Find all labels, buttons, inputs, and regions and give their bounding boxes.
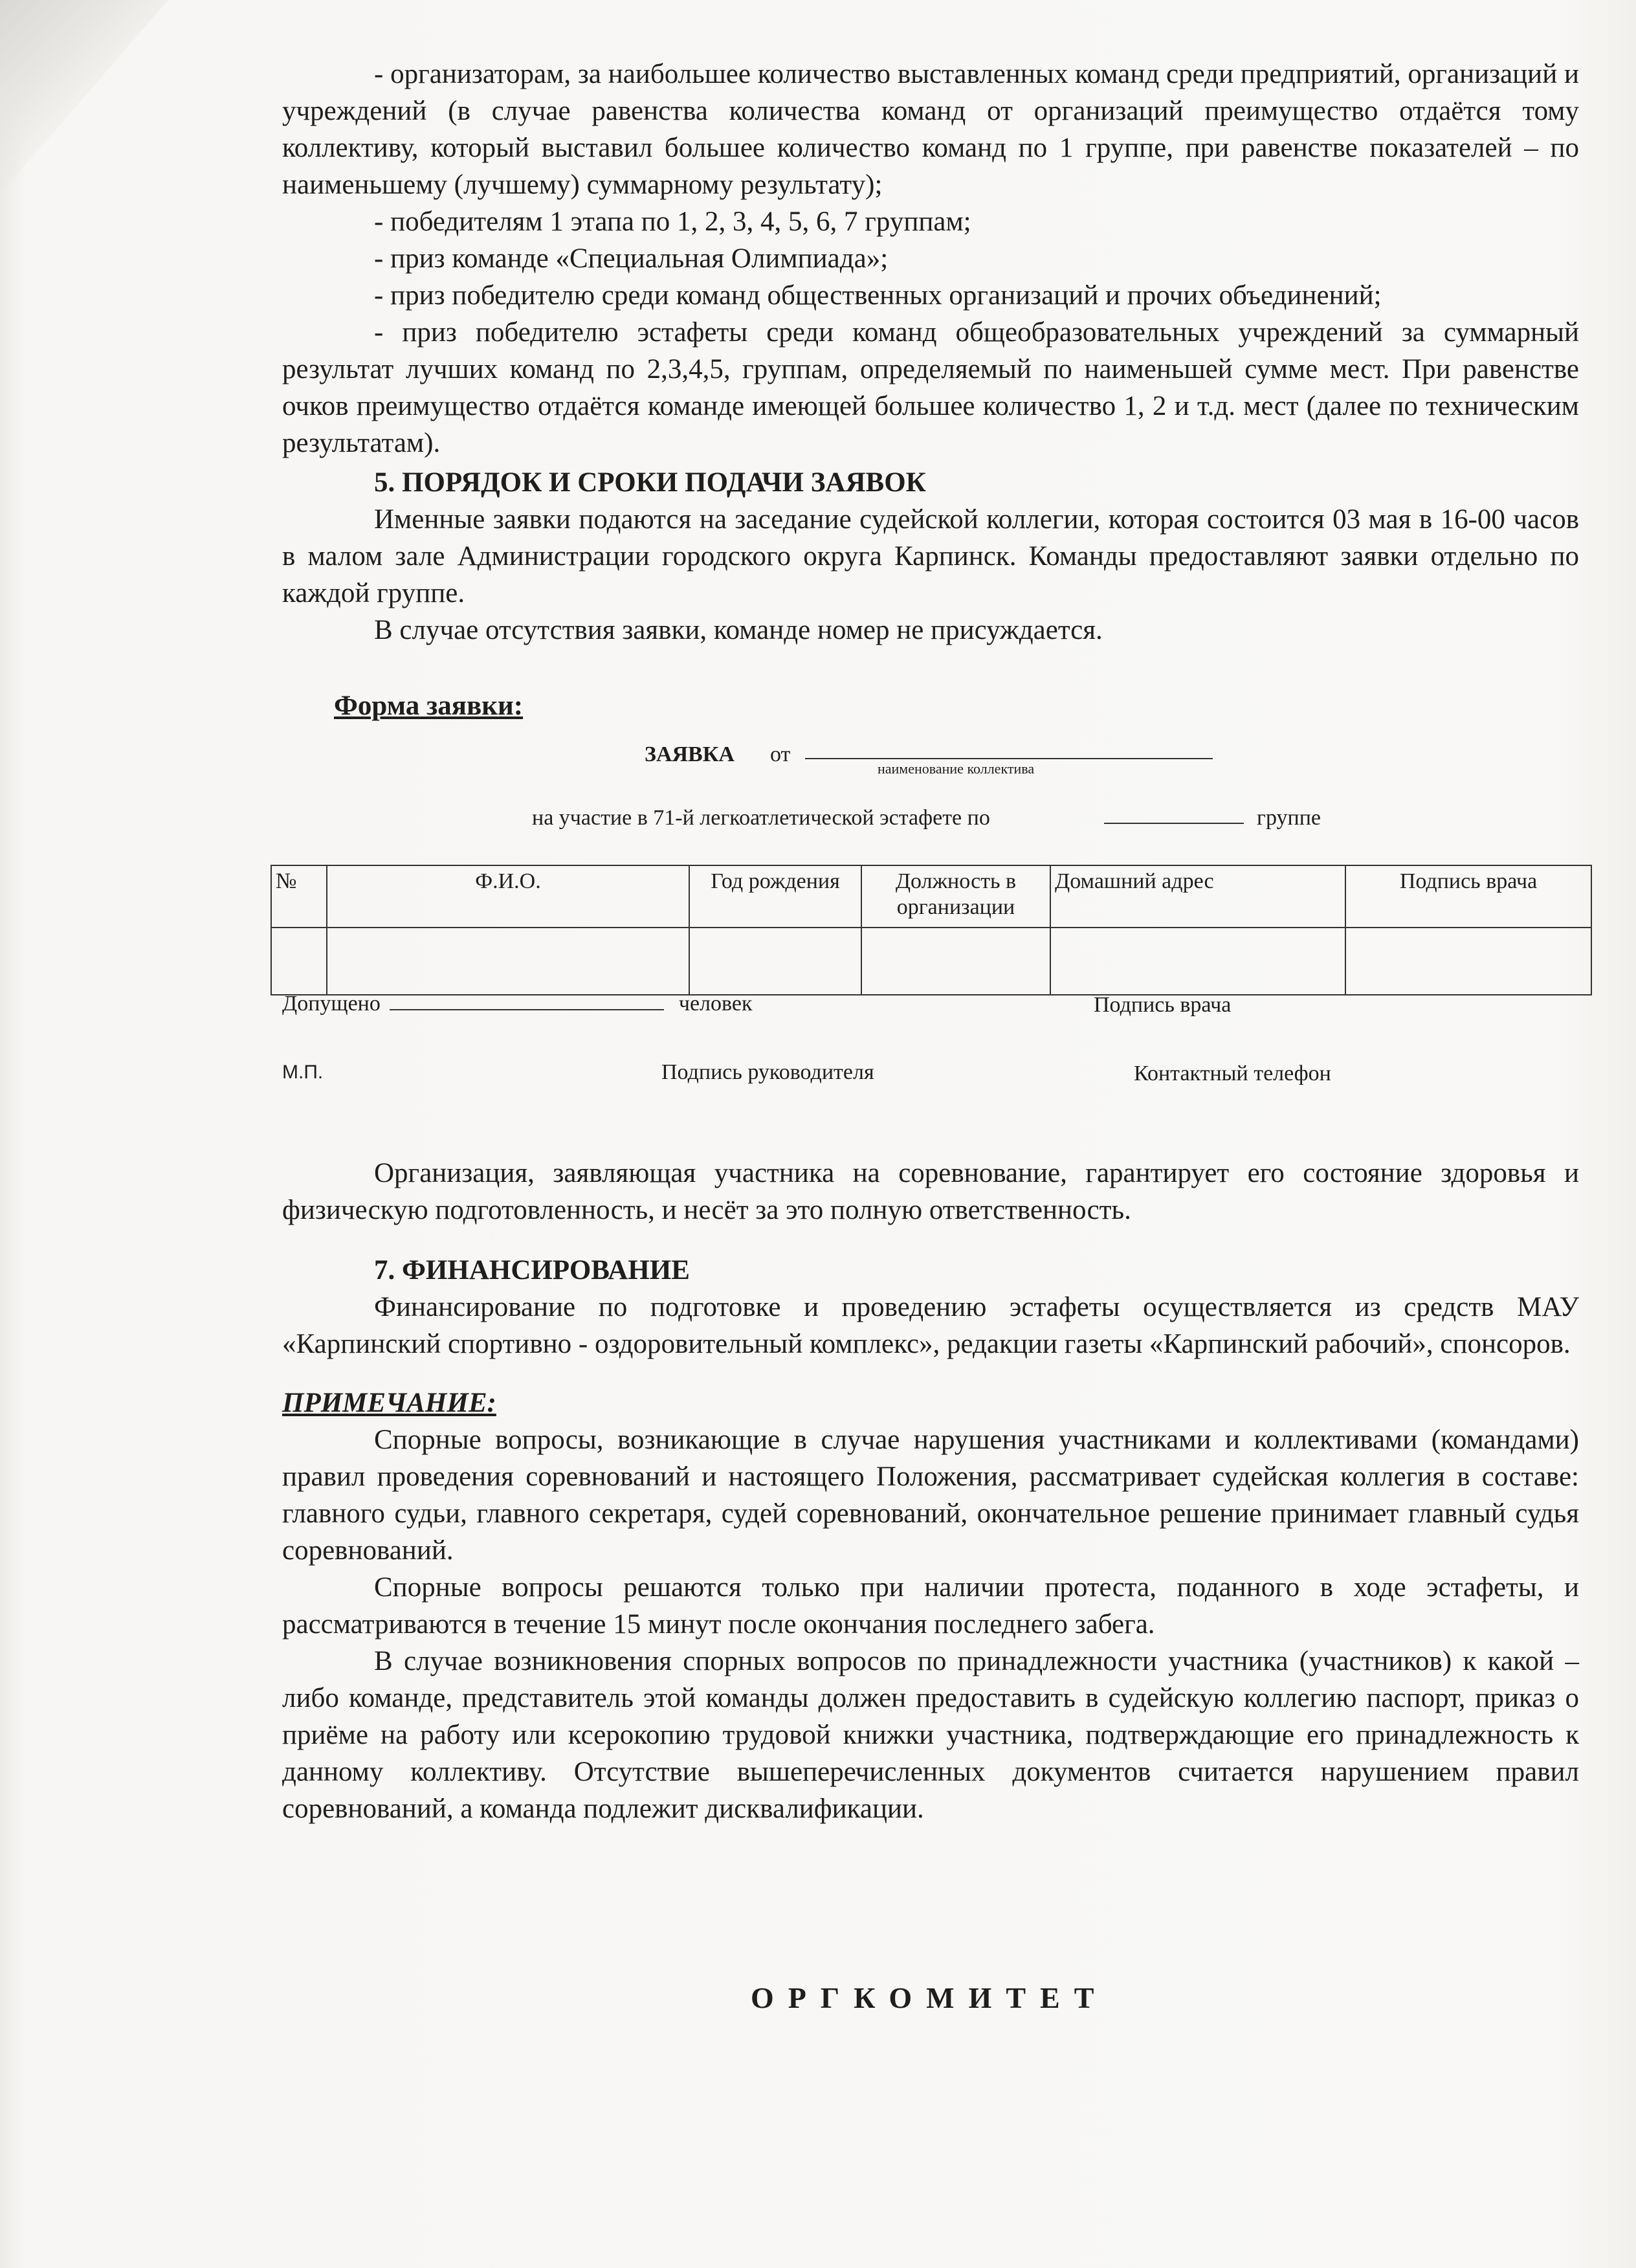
note-paragraph-2: Спорные вопросы решаются только при наличии протеста, поданного в ходе эстафеты, и рассматриваются в течение 15 минут после окончания последнего забега. xyxy=(282,1572,1579,1640)
stamp-label: М.П. xyxy=(282,1062,324,1083)
contact-phone-label: Контактный телефон xyxy=(1134,1062,1331,1085)
section7-heading: 7. ФИНАНСИРОВАНИЕ xyxy=(374,1255,690,1285)
section5-paragraph-1: Именные заявки подаются на заседание судейской коллегии, которая состоится 03 мая в 16-00 часов в малом зале Администрации городского округа Карпинск. Команды предоставляют заявки отдельно по каждой группе. xyxy=(282,504,1579,608)
col-birth-year: Год рождения xyxy=(689,865,861,928)
organizing-committee-signature: ОРГКОМИТЕТ xyxy=(751,1981,1109,2014)
document-body-bottom xyxy=(282,1155,1579,1827)
guarantee-paragraph: Организация, заявляющая участника на соревнование, гарантирует его состояние здоровья и физическую подготовленность, и несёт за это полную ответственность. xyxy=(282,1158,1579,1225)
table-cell xyxy=(1345,928,1591,995)
participation-text: на участие в 71-й легкоатлетической эстафете по xyxy=(532,806,990,830)
application-word: ЗАЯВКА xyxy=(645,742,735,766)
table-cell xyxy=(1050,928,1345,995)
section7-paragraph: Финансирование по подготовке и проведению эстафеты осуществляется из средств МАУ «Карпинский спортивно - оздоровительный комплекс», редакции газеты «Карпинский рабочий», спонсоров. xyxy=(282,1292,1579,1359)
section5-paragraph-2: В случае отсутствия заявки, команде номер не присуждается. xyxy=(374,615,1103,645)
document-body-top xyxy=(282,56,1579,834)
col-doctor-signature: Подпись врача xyxy=(1345,865,1591,928)
group-word: группе xyxy=(1257,806,1321,830)
award-special-olympics: - приз команде «Специальная Олимпиада»; xyxy=(374,243,889,274)
allowed-count-blank xyxy=(390,1009,664,1010)
col-home-address: Домашний адрес xyxy=(1050,865,1345,928)
award-stage-winners: - победителям 1 этапа по 1, 2, 3, 4, 5, 6, 7 группам; xyxy=(374,206,971,237)
col-number: № xyxy=(271,865,327,928)
application-title-line xyxy=(282,732,1579,777)
application-table xyxy=(271,865,1592,995)
people-label: человек xyxy=(678,992,753,1016)
col-full-name: Ф.И.О. xyxy=(327,865,689,928)
head-signature-label: Подпись руководителя xyxy=(661,1060,874,1084)
table-header-row xyxy=(271,865,1591,928)
award-organizers: - организаторам, за наибольшее количество выставленных команд среди предприятий, организаций и учреждений (в случае равенства количества команд от организаций преимущество отдаётся тому коллективу, который выставил большее количество команд по 1 группе, при равенстве показателей – по наименьшему (лучшему) суммарному результату); xyxy=(282,59,1579,200)
form-title: Форма заявки: xyxy=(334,691,524,721)
group-blank xyxy=(1104,823,1244,824)
award-schools-relay: - приз победителю эстафеты среди команд общеобразовательных учреждений за суммарный результат лучших команд по 2,3,4,5, группам, определяемый по наименьшей сумме мест. При равенстве очков преимущество отдаётся команде имеющей большее количество 1, 2 и т.д. мест (далее по техническим результатам). xyxy=(282,317,1579,458)
table-cell xyxy=(689,928,861,995)
allowed-label: Допущено xyxy=(282,992,381,1016)
table-row xyxy=(271,928,1591,995)
table-cell xyxy=(327,928,689,995)
doctor-signature-label: Подпись врача xyxy=(1094,993,1232,1017)
team-name-caption: наименование коллектива xyxy=(878,761,1035,777)
col-position: Должность в организации xyxy=(861,865,1050,928)
table-cell xyxy=(271,928,327,995)
note-paragraph-3: В случае возникновения спорных вопросов по принадлежности участника (участников) к какой – либо команде, представитель этой команды должен предоставить в судейскую коллегию паспорт, приказ о приёме на работу или ксерокопию трудовой книжки участника, подтверждающие его принадлежность к данному коллективу. Отсутствие вышеперечисленных документов считается нарушением правил соревнований, а команда подлежит дисквалификации. xyxy=(282,1646,1579,1824)
allowed-line xyxy=(282,992,752,1016)
award-public-organizations: - приз победителю среди команд общественных организаций и прочих объединений; xyxy=(374,280,1382,311)
participation-line xyxy=(282,789,1579,834)
note-title: ПРИМЕЧАНИЕ: xyxy=(282,1388,496,1418)
team-name-blank xyxy=(805,758,1213,759)
table-cell xyxy=(861,928,1050,995)
section5-heading: 5. ПОРЯДОК И СРОКИ ПОДАЧИ ЗАЯВОК xyxy=(374,467,926,498)
from-word: от xyxy=(770,742,791,766)
folded-corner xyxy=(0,0,168,194)
note-paragraph-1: Спорные вопросы, возникающие в случае нарушения участниками и коллективами (командами) правил проведения соревнований и настоящего Положения, рассматривает судейская коллегия в составе: главного судьи, главного секретаря, судей соревнований, окончательное решение принимает главный судья соревнований. xyxy=(282,1425,1579,1566)
